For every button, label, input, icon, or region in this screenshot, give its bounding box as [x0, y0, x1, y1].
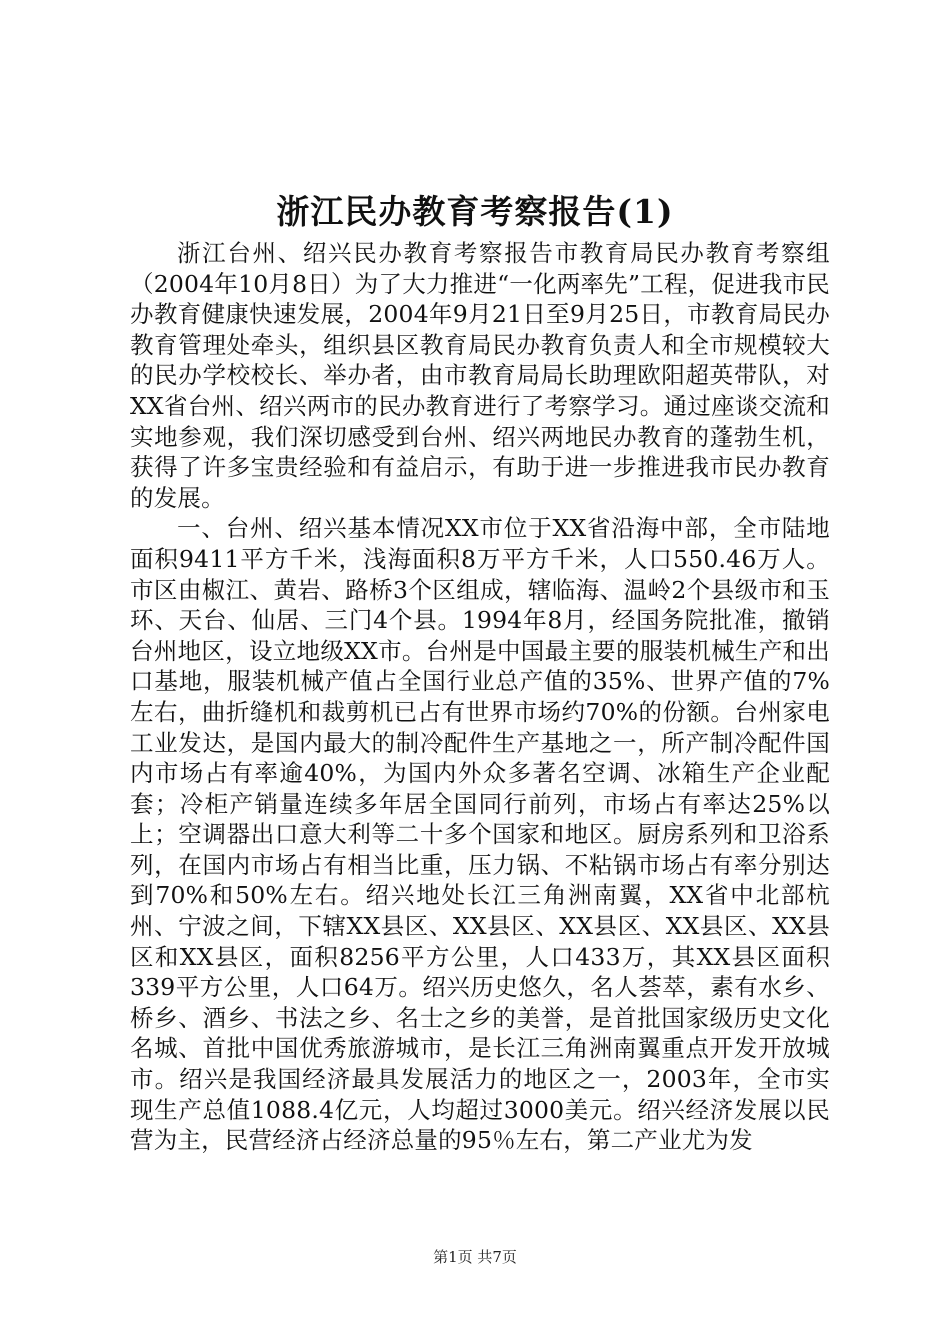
page-footer: 第1页 共7页 [433, 1248, 517, 1266]
paragraph-intro: 浙江台州、绍兴民办教育考察报告市教育局民办教育考察组（2004年10月8日）为了大力推进“一化两率先”工程，促进我市民办教育健康快速发展，2004年9月21日至9月25日，市教育局民办教育管理处牵头，组织县区教育局民办教育负责人和全市规模较大的民办学校校长、举办者，由市教育局局长助理欧阳超英带队，对XX省台州、绍兴两市的民办教育进行了考察学习。通过座谈交流和实地参观，我们深切感受到台州、绍兴两地民办教育的蓬勃生机，获得了许多宝贵经验和有益启示，有助于进一步推进我市民办教育的发展。 [130, 239, 830, 512]
paragraph-basic-info: 一、台州、绍兴基本情况XX市位于XX省沿海中部，全市陆地面积9411平方千米，浅海面积8万平方千米，人口550.46万人。市区由椒江、黄岩、路桥3个区组成，辖临海、温岭2个县级市和玉环、天台、仙居、三门4个县。1994年8月，经国务院批准，撤销台州地区，设立地级XX市。台州是中国最主要的服装机械生产和出口基地，服装机械产值占全国行业总产值的35%、世界产值的7%左右，曲折缝机和裁剪机已占有世界市场约70%的份额。台州家电工业发达，是国内最大的制冷配件生产基地之一，所产制冷配件国内市场占有率逾40%，为国内外众多著名空调、冰箱生产企业配套；冷柜产销量连续多年居全国同行前列，市场占有率达25%以上；空调器出口意大利等二十多个国家和地区。厨房系列和卫浴系列，在国内市场占有相当比重，压力锅、不粘锅市场占有率分别达到70%和50%左右。绍兴地处长江三角洲南翼，XX省中北部杭州、宁波之间，下辖XX县区、XX县区、XX县区、XX县区、XX县区和XX县区，面积8256平方公里，人口433万，其XX县区面积339平方公里，人口64万。绍兴历史悠久，名人荟萃，素有水乡、桥乡、酒乡、书法之乡、名士之乡的美誉，是首批国家级历史文化名城、首批中国优秀旅游城市，是长江三角洲南翼重点开发开放城市。绍兴是我国经济最具发展活力的地区之一，2003年，全市实现生产总值1088.4亿元，人均超过3000美元。绍兴经济发展以民营为主，民营经济占经济总量的95％左右，第二产业尤为发 [130, 514, 830, 1155]
document-body [130, 238, 830, 1156]
document-title: 浙江民办教育考察报告(1) [276, 192, 674, 231]
